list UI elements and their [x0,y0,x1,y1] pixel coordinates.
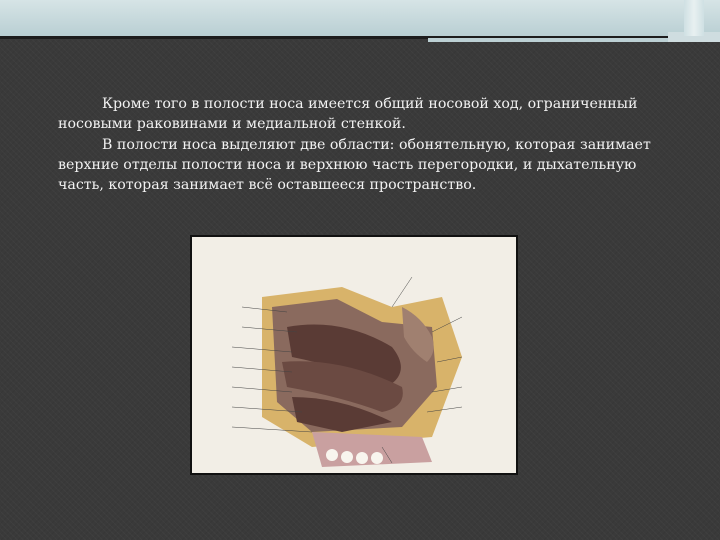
paragraph-nasal-regions: В полости носа выделяют две области: обонятельную, которая занимает верхние отделы полости носа и верхнюю часть перегородки, и дыхательную часть, которая занимает всё оставшееся пространство. [58,136,651,194]
anatomy-figure [190,235,518,475]
slide-body-text [58,94,678,195]
header-divider-light [428,38,668,42]
paragraph-common-nasal-passage: Кроме того в полости носа имеется общий носовой ход, ограниченный носовыми раковинами и медиальной стенкой. [58,96,638,133]
nasal-cavity-illustration-icon [192,237,516,473]
header-corner-accent [684,0,704,36]
slide-header-band [0,0,720,36]
